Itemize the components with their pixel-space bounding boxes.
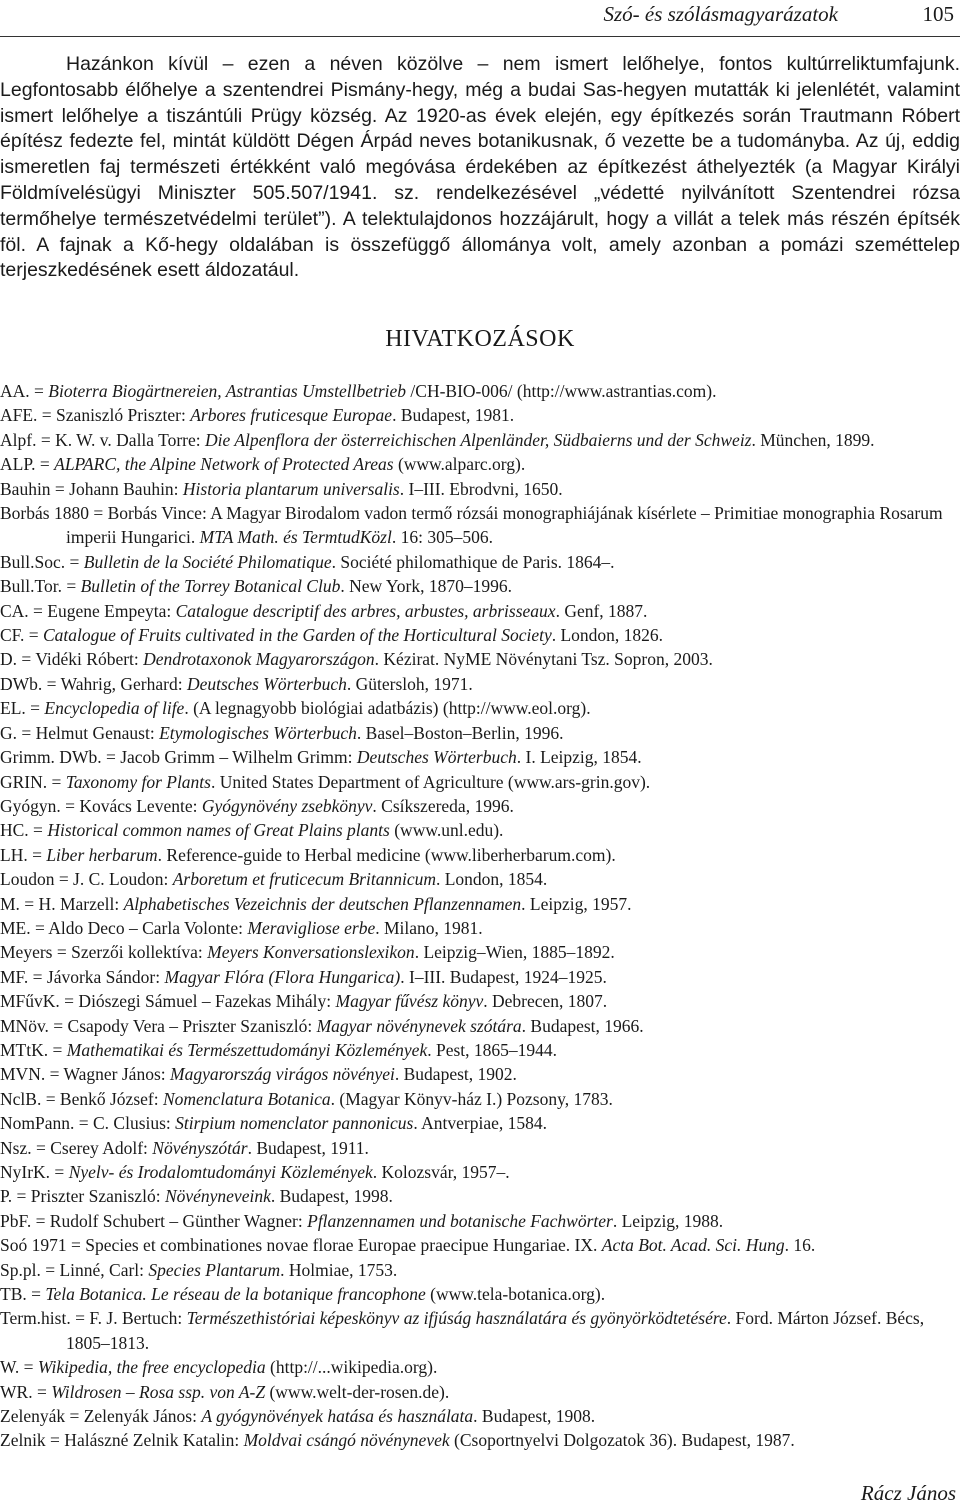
reference-abbrev: W. = [0, 1357, 38, 1378]
reference-abbrev: Zelenyák = Zelenyák János: [0, 1406, 202, 1427]
reference-rest: . (A legnagyobb biológiai adatbázis) (http://www.eol.org). [184, 698, 591, 719]
reference-rest: . 16. [784, 1235, 816, 1256]
reference-entry [0, 989, 960, 1013]
reference-title: Catalogue of Fruits cultivated in the Garden of the Horticultural Society [43, 625, 552, 646]
reference-abbrev: MVN. = Wagner János: [0, 1064, 170, 1085]
reference-entry [0, 452, 960, 476]
reference-entry [0, 696, 960, 720]
reference-rest: . I–III. Ebrodvni, 1650. [399, 478, 563, 499]
reference-abbrev: Loudon = J. C. Loudon: [0, 869, 173, 890]
reference-rest: . Budapest, 1908. [473, 1406, 596, 1427]
reference-abbrev: NomPann. = C. Clusius: [0, 1113, 176, 1134]
reference-rest: . London, 1826. [551, 625, 664, 646]
reference-title: Tela Botanica. Le réseau de la botanique francophone [45, 1284, 426, 1305]
reference-abbrev: WR. = [0, 1381, 52, 1402]
reference-abbrev: M. = H. Marzell: [0, 893, 124, 914]
reference-rest: (Csoportnyelvi Dolgozatok 36). Budapest, 1987. [449, 1430, 795, 1451]
reference-title: Dendrotaxonok Magyarországon [143, 649, 375, 670]
reference-title: Species Plantarum [148, 1259, 281, 1280]
reference-rest: . Leipzig, 1957. [521, 893, 632, 914]
reference-entry [0, 550, 960, 574]
reference-title: Mathematikai és Természettudományi Közlemények [66, 1039, 428, 1060]
reference-title: Deutsches Wörterbuch [356, 747, 517, 768]
reference-title: Növényneveink [164, 1186, 271, 1207]
reference-entry [0, 647, 960, 671]
reference-abbrev: NclB. = Benkő József: [0, 1088, 163, 1109]
reference-rest: . Ford. Márton József. Bécs, 1805–1813. [66, 1308, 925, 1353]
reference-title: Liber herbarum [46, 844, 158, 865]
reference-abbrev: TB. = [0, 1284, 46, 1305]
reference-entry [0, 965, 960, 989]
reference-rest: . Budapest, 1911. [247, 1137, 369, 1158]
reference-rest: . Milano, 1981. [375, 917, 483, 938]
reference-abbrev: Soó 1971 = Species et combinationes novae florae Europae praecipue Hungariae. IX. [0, 1235, 602, 1256]
reference-abbrev: G. = Helmut Genaust: [0, 722, 160, 743]
reference-entry [0, 428, 960, 452]
reference-entry [0, 892, 960, 916]
reference-title: MTA Math. és TermtudKözl [199, 527, 392, 548]
reference-abbrev: MNöv. = Csapody Vera – Priszter Szaniszló: [0, 1015, 317, 1036]
reference-list [0, 379, 960, 1453]
reference-abbrev: ME. = Aldo Deco – Carla Volonte: [0, 917, 248, 938]
reference-title: Alphabetisches Vezeichnis der deutschen Pflanzennamen [123, 893, 522, 914]
reference-abbrev: MF. = Jávorka Sándor: [0, 966, 165, 987]
reference-entry [0, 1062, 960, 1086]
reference-rest: . Budapest, 1966. [521, 1015, 644, 1036]
reference-rest: . Budapest, 1998. [270, 1186, 393, 1207]
reference-abbrev: MFűvK. = Diószegi Sámuel – Fazekas Mihály: [0, 991, 336, 1012]
reference-rest: . Société philomathique de Paris. 1864–. [331, 551, 615, 572]
reference-entry [0, 1282, 960, 1306]
reference-title: Magyar növénynevek szótára [316, 1015, 522, 1036]
reference-entry [0, 1111, 960, 1135]
reference-entry [0, 672, 960, 696]
reference-entry [0, 501, 960, 550]
running-title: Szó- és szólásmagyarázatok [603, 2, 838, 26]
reference-rest: . Budapest, 1902. [394, 1064, 517, 1085]
reference-abbrev: Bauhin = Johann Bauhin: [0, 478, 183, 499]
reference-title: Magyarország virágos növényei [170, 1064, 395, 1085]
reference-rest: (www.alparc.org). [393, 454, 526, 475]
reference-rest: (www.welt-der-rosen.de). [265, 1381, 450, 1402]
reference-entry [0, 1209, 960, 1233]
reference-rest: (http://...wikipedia.org). [265, 1357, 438, 1378]
reference-rest: /CH-BIO-006/ (http://www.astrantias.com). [406, 381, 717, 401]
body-paragraph: Hazánkon kívül – ezen a néven közölve – nem ismert lelőhelye, fontos kultúrreliktumfajunk. Legfontosabb élőhelye a szentendrei Pismány-hegy, még a budai Sas-hegyen mutatták ki jelenlétét, valamint ismert lelőhelye a tiszántúli Prügy község. Az 1920-as évek elején, egy építkezés során Trautmann Róbert építész fedezte fel, mintát küldött Dégen Árpád neves botanikusnak, ő vezette be a tudományba. Az új, eddig ismeretlen faj természeti értékként való megóvása érdekében az építkezést áthelyezték (a Magyar Királyi Földmívelésügyi Miniszter 505.507/1941. sz. rendelkezésével „védetté nyilvánított Szentendrei rózsa termőhelye természetvédelmi terület”). A telektulajdonos hozzájárult, hogy a villát a telek más részén építsék föl. A fajnak a Kő-hegy oldalában is összefüggő állománya volt, amely azonban a pomázi szeméttelep terjeszkedésének esett áldozatául. [0, 53, 960, 282]
reference-entry [0, 818, 960, 842]
reference-abbrev: Alpf. = K. W. v. Dalla Torre: [0, 429, 206, 450]
reference-abbrev: GRIN. = [0, 771, 66, 792]
reference-rest: . (Magyar Könyv-ház I.) Pozsony, 1783. [330, 1088, 613, 1109]
reference-entry [0, 1014, 960, 1038]
reference-abbrev: Sp.pl. = Linné, Carl: [0, 1259, 149, 1280]
section-title: HIVATKOZÁSOK [385, 326, 575, 352]
reference-entry [0, 574, 960, 598]
reference-abbrev: EL. = [0, 698, 45, 719]
reference-rest: . Leipzig–Wien, 1885–1892. [414, 942, 615, 963]
author-signature: Rácz János [860, 1481, 956, 1505]
reference-title: Wikipedia, the free encyclopedia [37, 1357, 266, 1378]
reference-title: Magyar Flóra (Flora Hungarica) [164, 966, 401, 987]
reference-rest: . Kézirat. NyME Növénytani Tsz. Sopron, 2003. [374, 649, 713, 670]
reference-abbrev: P. = Priszter Szaniszló: [0, 1186, 165, 1207]
reference-abbrev: ALP. = [0, 454, 55, 475]
reference-entry [0, 843, 960, 867]
reference-rest: . 16: 305–506. [391, 527, 493, 548]
reference-title: Gyógynövény zsebkönyv [201, 795, 373, 816]
reference-title: Meravigliose erbe [247, 917, 376, 938]
reference-entry [0, 745, 960, 769]
reference-entry [0, 1233, 960, 1257]
reference-title: Historical common names of Great Plains plants [47, 820, 390, 841]
reference-title: Nomenclatura Botanica [162, 1088, 331, 1109]
reference-entry [0, 623, 960, 647]
reference-rest: . Holmiae, 1753. [280, 1259, 398, 1280]
reference-title: A gyógynövények hatása és használata [201, 1406, 474, 1427]
body-paragraph-block [0, 52, 960, 284]
reference-rest: . Csíkszereda, 1996. [372, 795, 514, 816]
reference-entry [0, 1087, 960, 1111]
reference-abbrev: Nsz. = Cserey Adolf: [0, 1137, 153, 1158]
reference-entry [0, 1306, 960, 1355]
reference-abbrev: HC. = [0, 820, 48, 841]
reference-rest: . Debrecen, 1807. [483, 991, 608, 1012]
reference-title: Magyar fűvész könyv [335, 991, 484, 1012]
reference-title: Bulletin de la Société Philomatique [83, 551, 332, 572]
reference-rest: . United States Department of Agriculture (www.ars-grin.gov). [210, 771, 651, 792]
reference-entry [0, 1404, 960, 1428]
reference-entry [0, 794, 960, 818]
reference-abbrev: Gyógyn. = Kovács Levente: [0, 795, 202, 816]
page-number: 105 [922, 2, 954, 26]
reference-title: Bioterra Biogärtnereien, Astrantias Umstellbetrieb [48, 381, 407, 401]
reference-rest: . Genf, 1887. [555, 600, 648, 621]
reference-title: Növényszótár [152, 1137, 248, 1158]
reference-title: Die Alpenflora der österreichischen Alpenländer, Südbaierns und der Schweiz [205, 429, 752, 450]
reference-entry [0, 1160, 960, 1184]
reference-rest: . I–III. Budapest, 1924–1925. [400, 966, 607, 987]
reference-title: Arbores fruticesque Europae [190, 405, 393, 426]
reference-abbrev: CA. = Eugene Empeyta: [0, 600, 176, 621]
reference-title: Stirpium nomenclator pannonicus [175, 1113, 414, 1134]
reference-title: Historia plantarum universalis [182, 478, 400, 499]
reference-abbrev: PbF. = Rudolf Schubert – Günther Wagner: [0, 1210, 308, 1231]
reference-abbrev: AFE. = Szaniszló Priszter: [0, 405, 191, 426]
reference-entry [0, 599, 960, 623]
reference-abbrev: LH. = [0, 844, 47, 865]
reference-entry [0, 1038, 960, 1062]
reference-abbrev: CF. = [0, 625, 43, 646]
reference-abbrev: Term.hist. = F. J. Bertuch: [0, 1308, 187, 1329]
reference-rest: . Kolozsvár, 1957–. [372, 1162, 510, 1182]
reference-entry [0, 1136, 960, 1160]
reference-entry [0, 1258, 960, 1282]
reference-entry [0, 940, 960, 964]
reference-entry [0, 867, 960, 891]
reference-abbrev: AA. = [0, 381, 49, 401]
reference-title: Etymologisches Wörterbuch [159, 722, 357, 743]
reference-title: Nyelv- és Irodalomtudományi Közlemények [68, 1162, 373, 1182]
reference-rest: . Pest, 1865–1944. [427, 1039, 558, 1060]
reference-entry [0, 1428, 960, 1452]
reference-entry [0, 1184, 960, 1208]
reference-entry [0, 1355, 960, 1379]
reference-rest: . Antverpiae, 1584. [413, 1113, 548, 1134]
reference-abbrev: Bull.Soc. = [0, 551, 84, 572]
reference-rest: . München, 1899. [751, 429, 875, 450]
reference-abbrev: MTtK. = [0, 1039, 67, 1060]
reference-entry [0, 916, 960, 940]
reference-rest: . Reference-guide to Herbal medicine (www.liberherbarum.com). [157, 844, 616, 865]
reference-abbrev: Bull.Tor. = [0, 576, 81, 597]
reference-title: Moldvai csángó növénynevek [243, 1430, 450, 1451]
reference-entry [0, 1380, 960, 1404]
reference-entry [0, 770, 960, 794]
reference-rest: . Budapest, 1981. [392, 405, 515, 426]
reference-rest: . Leipzig, 1988. [612, 1210, 724, 1231]
page-header [0, 0, 960, 37]
reference-abbrev: Meyers = Szerzői kollektíva: [0, 942, 208, 963]
reference-rest: . I. Leipzig, 1854. [516, 747, 642, 768]
reference-title: Wildrosen – Rosa ssp. von A-Z [51, 1381, 266, 1402]
reference-entry [0, 477, 960, 501]
reference-title: Arboretum et fruticecum Britannicum [172, 869, 436, 890]
reference-abbrev: DWb. = Wahrig, Gerhard: [0, 673, 187, 694]
reference-abbrev: Grimm. DWb. = Jacob Grimm – Wilhelm Grimm: [0, 747, 357, 768]
reference-title: Pflanzennamen und botanische Fachwörter [307, 1210, 613, 1231]
reference-rest: . Basel–Boston–Berlin, 1996. [356, 722, 564, 743]
reference-abbrev: NyIrK. = [0, 1162, 69, 1182]
reference-abbrev: Borbás 1880 = Borbás Vince: A Magyar Birodalom vadon termő rózsái monographiájának kísérlete – Primitiae monographia Rosarum imperii Hungarici. [0, 503, 943, 548]
reference-title: Taxonomy for Plants [65, 771, 211, 792]
reference-rest: (www.unl.edu). [389, 820, 504, 841]
reference-abbrev: D. = Vidéki Róbert: [0, 649, 144, 670]
reference-rest: . New York, 1870–1996. [340, 576, 512, 597]
reference-title: Bulletin of the Torrey Botanical Club [80, 576, 341, 597]
reference-entry [0, 403, 960, 427]
reference-title: Catalogue descriptif des arbres, arbustes, arbrisseaux [175, 600, 556, 621]
reference-title: ALPARC, the Alpine Network of Protected Areas [54, 454, 394, 475]
reference-title: Encyclopedia of life [44, 698, 185, 719]
reference-title: Acta Bot. Acad. Sci. Hung [601, 1235, 785, 1256]
reference-abbrev: Zelnik = Halászné Zelnik Katalin: [0, 1430, 244, 1451]
reference-title: Deutsches Wörterbuch [186, 673, 347, 694]
reference-title: Természethistóriai képeskönyv az ifjúság használatára és gyönyörködtetésére [186, 1308, 727, 1329]
reference-rest: . London, 1854. [435, 869, 548, 890]
reference-entry [0, 379, 960, 403]
reference-rest: . Gütersloh, 1971. [346, 673, 473, 694]
reference-rest: (www.tela-botanica.org). [425, 1284, 606, 1305]
reference-title: Meyers Konversationslexikon [207, 942, 415, 963]
reference-entry [0, 721, 960, 745]
